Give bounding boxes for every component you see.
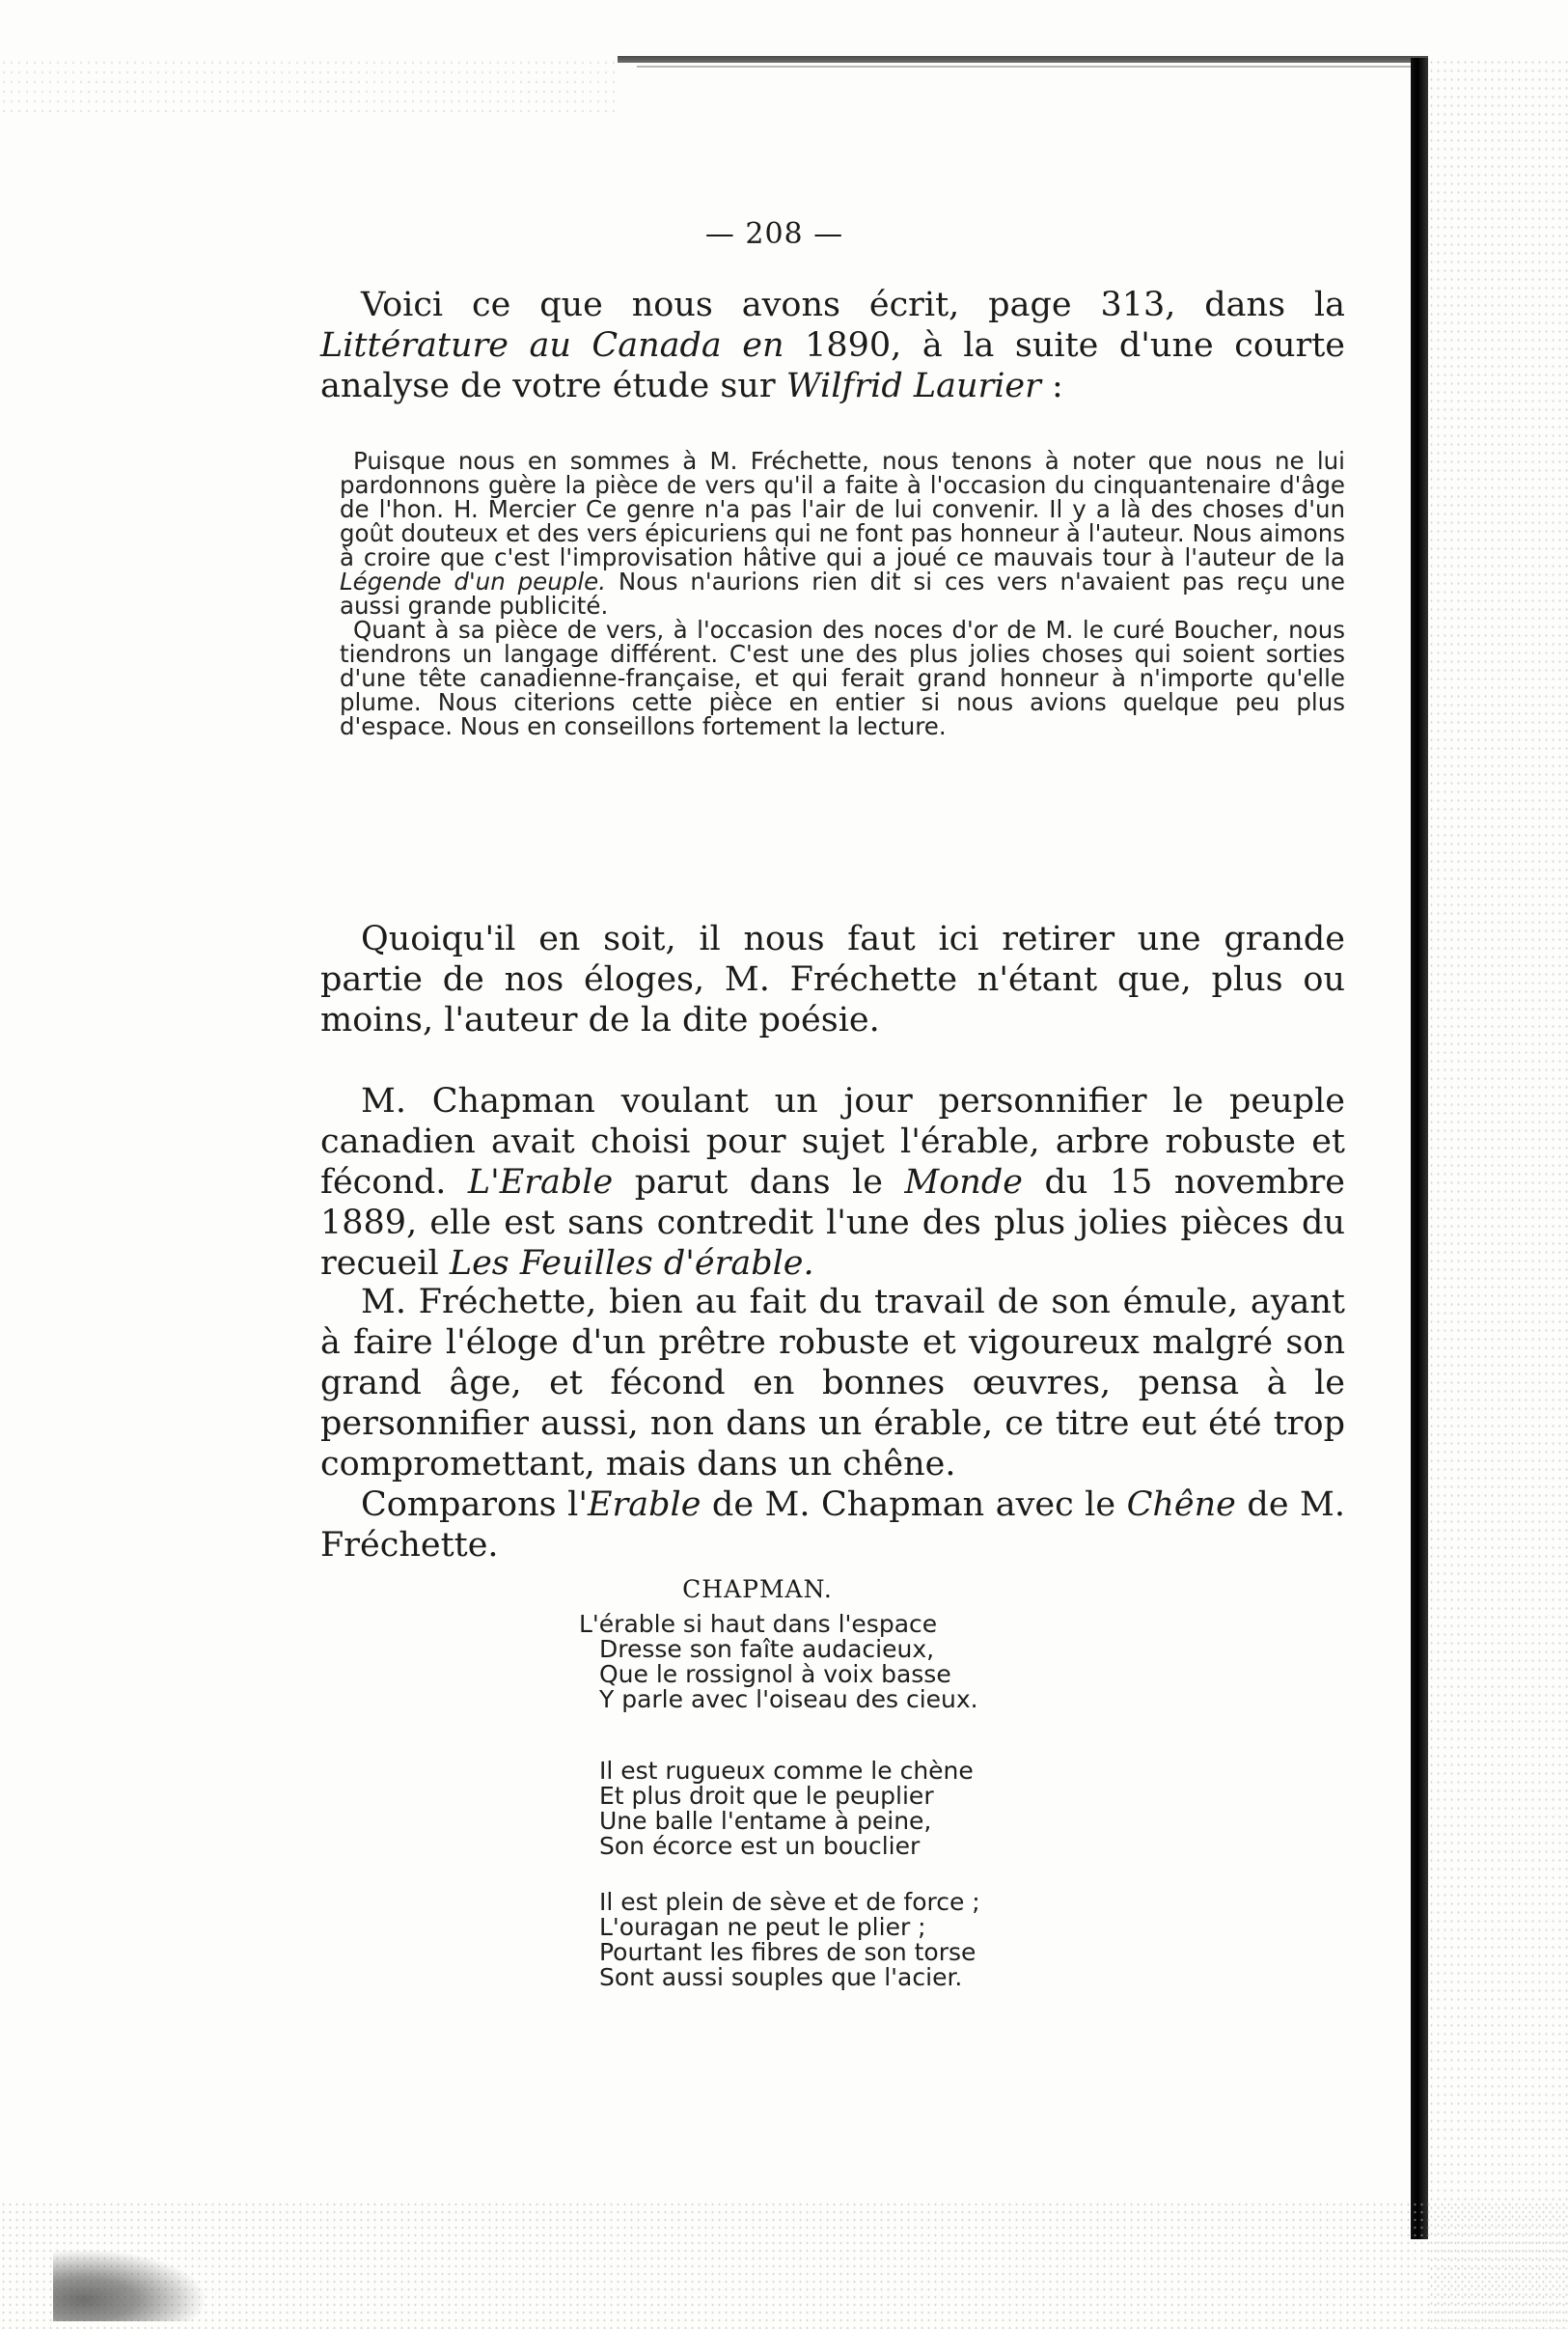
stanza-2-line-3: Une balle l'entame à peine, [599, 1807, 932, 1835]
intro-text-3: : [1040, 367, 1063, 405]
quote-paragraph-1 [340, 449, 1345, 618]
paragraph-3-italic-3: Les Feuilles d'érable. [449, 1244, 814, 1283]
stanza-3-line-3: Pourtant les fibres de son torse [599, 1938, 977, 1966]
intro-text-1: Voici ce que nous avons écrit, page 313, dans la [361, 286, 1345, 324]
quote-p1-after: Nous n'aurions rien dit si ces vers n'avaient pas reçu une aussi grande publicité. [340, 568, 1346, 620]
stanza-1-line-1: L'érable si haut dans l'espace [579, 1610, 938, 1638]
quoted-block [340, 449, 1345, 738]
scan-right-edge [1411, 58, 1428, 2239]
scan-top-rule-thin [637, 66, 1418, 68]
paragraph-5-text-1: Comparons l' [361, 1485, 588, 1524]
intro-text-2: 1890, à la suite d'une courte analyse de votre étude sur [320, 326, 1345, 405]
paragraph-3-italic-1: L'Erable [467, 1163, 614, 1202]
paragraph-5-italic-2: Chêne [1126, 1485, 1236, 1524]
poem-stanza-1 [579, 1612, 978, 1712]
stanza-1-line-4: Y parle avec l'oiseau des cieux. [599, 1685, 978, 1713]
poem-title-text: CHAPMAN. [682, 1575, 833, 1603]
paragraph-4-text: M. Fréchette, bien au fait du travail de son émule, ayant à faire l'éloge d'un prêtre robuste et vigoureux malgré son grand âge, et fécond en bonnes œuvres, pensa à le personnifier aussi, non dans un érable, ce titre eut été trop compromettant, mais dans un chêne. [320, 1283, 1345, 1483]
paragraph-5-italic-1: Erable [587, 1485, 701, 1524]
intro-italic-name: Wilfrid Laurier [785, 367, 1041, 405]
stanza-2-line-2: Et plus droit que le peuplier [599, 1782, 934, 1810]
intro-paragraph [320, 285, 1345, 406]
page-number-text: — 208 — [704, 217, 844, 251]
paragraph-5 [320, 1484, 1345, 1566]
stanza-1-line-2: Dresse son faîte audacieux, [599, 1635, 935, 1663]
paragraph-3-text-3: du 15 novembre 1889, elle est sans contredit l'une des plus jolies pièces du recueil [320, 1163, 1345, 1283]
paragraph-2 [320, 919, 1345, 1040]
poem-stanza-2 [579, 1759, 974, 1859]
poem-stanza-3 [579, 1890, 980, 1990]
scan-top-rule [618, 56, 1428, 63]
stanza-1-line-3: Que le rossignol à voix basse [599, 1660, 951, 1688]
scan-noise-top [0, 58, 618, 116]
paragraph-3 [320, 1081, 1345, 1284]
stanza-2-line-4: Son écorce est un bouclier [599, 1832, 921, 1860]
stanza-3-line-1: Il est plein de sève et de force ; [599, 1888, 980, 1916]
stanza-3-line-4: Sont aussi souples que l'acier. [599, 1963, 963, 1991]
stanza-3-line-2: L'ouragan ne peut le plier ; [599, 1913, 926, 1941]
paragraph-4 [320, 1282, 1345, 1484]
quote-p2-text: Quant à sa pièce de vers, à l'occasion des noces d'or de M. le curé Boucher, nous tiendrons un langage différent. C'est une des plus jolies choses qui soient sorties d'une tête canadienne-française, et qui ferait grand honneur à n'importe qu'elle plume. Nous citerions cette pièce en entier si nous avions quelque peu plus d'espace. Nous en conseillons fortement la lecture. [340, 616, 1345, 740]
quote-p1-italic: Légende d'un peuple. [340, 568, 607, 596]
intro-italic-title: Littérature au Canada en [320, 326, 784, 365]
poem-title [0, 1575, 1568, 1603]
paragraph-3-text-2: parut dans le [613, 1163, 905, 1202]
quote-paragraph-2 [340, 618, 1345, 738]
paragraph-3-text-1: M. Chapman voulant un jour personnifier le peuple canadien avait choisi pour sujet l'érable, arbre robuste et fécond. [320, 1082, 1345, 1202]
scan-noise-right [1428, 58, 1568, 2329]
paragraph-3-italic-2: Monde [904, 1163, 1023, 1202]
stanza-2-line-1: Il est rugueux comme le chène [599, 1757, 974, 1785]
scan-noise-bottom [0, 2201, 1568, 2329]
scan-bottom-corner [53, 2249, 207, 2321]
quote-p1-text: Puisque nous en sommes à M. Fréchette, nous tenons à noter que nous ne lui pardonnons guère la pièce de vers qu'il a faite à l'occasion du cinquantenaire d'âge de l'hon. H. Mercier Ce genre n'a pas l'air de lui convenir. Il y a là des choses d'un goût douteux et des vers épicuriens qui ne font pas honneur à l'auteur. Nous aimons à croire que c'est l'improvisation hâtive qui a joué ce mauvais tour à l'auteur de la [340, 447, 1345, 571]
paragraph-5-text-3: de M. Fréchette. [320, 1485, 1346, 1565]
page-number [0, 217, 1568, 251]
paragraph-2-text: Quoiqu'il en soit, il nous faut ici retirer une grande partie de nos éloges, M. Fréchette n'étant que, plus ou moins, l'auteur de la dite poésie. [320, 920, 1345, 1040]
paragraph-5-text-2: de M. Chapman avec le [701, 1485, 1127, 1524]
